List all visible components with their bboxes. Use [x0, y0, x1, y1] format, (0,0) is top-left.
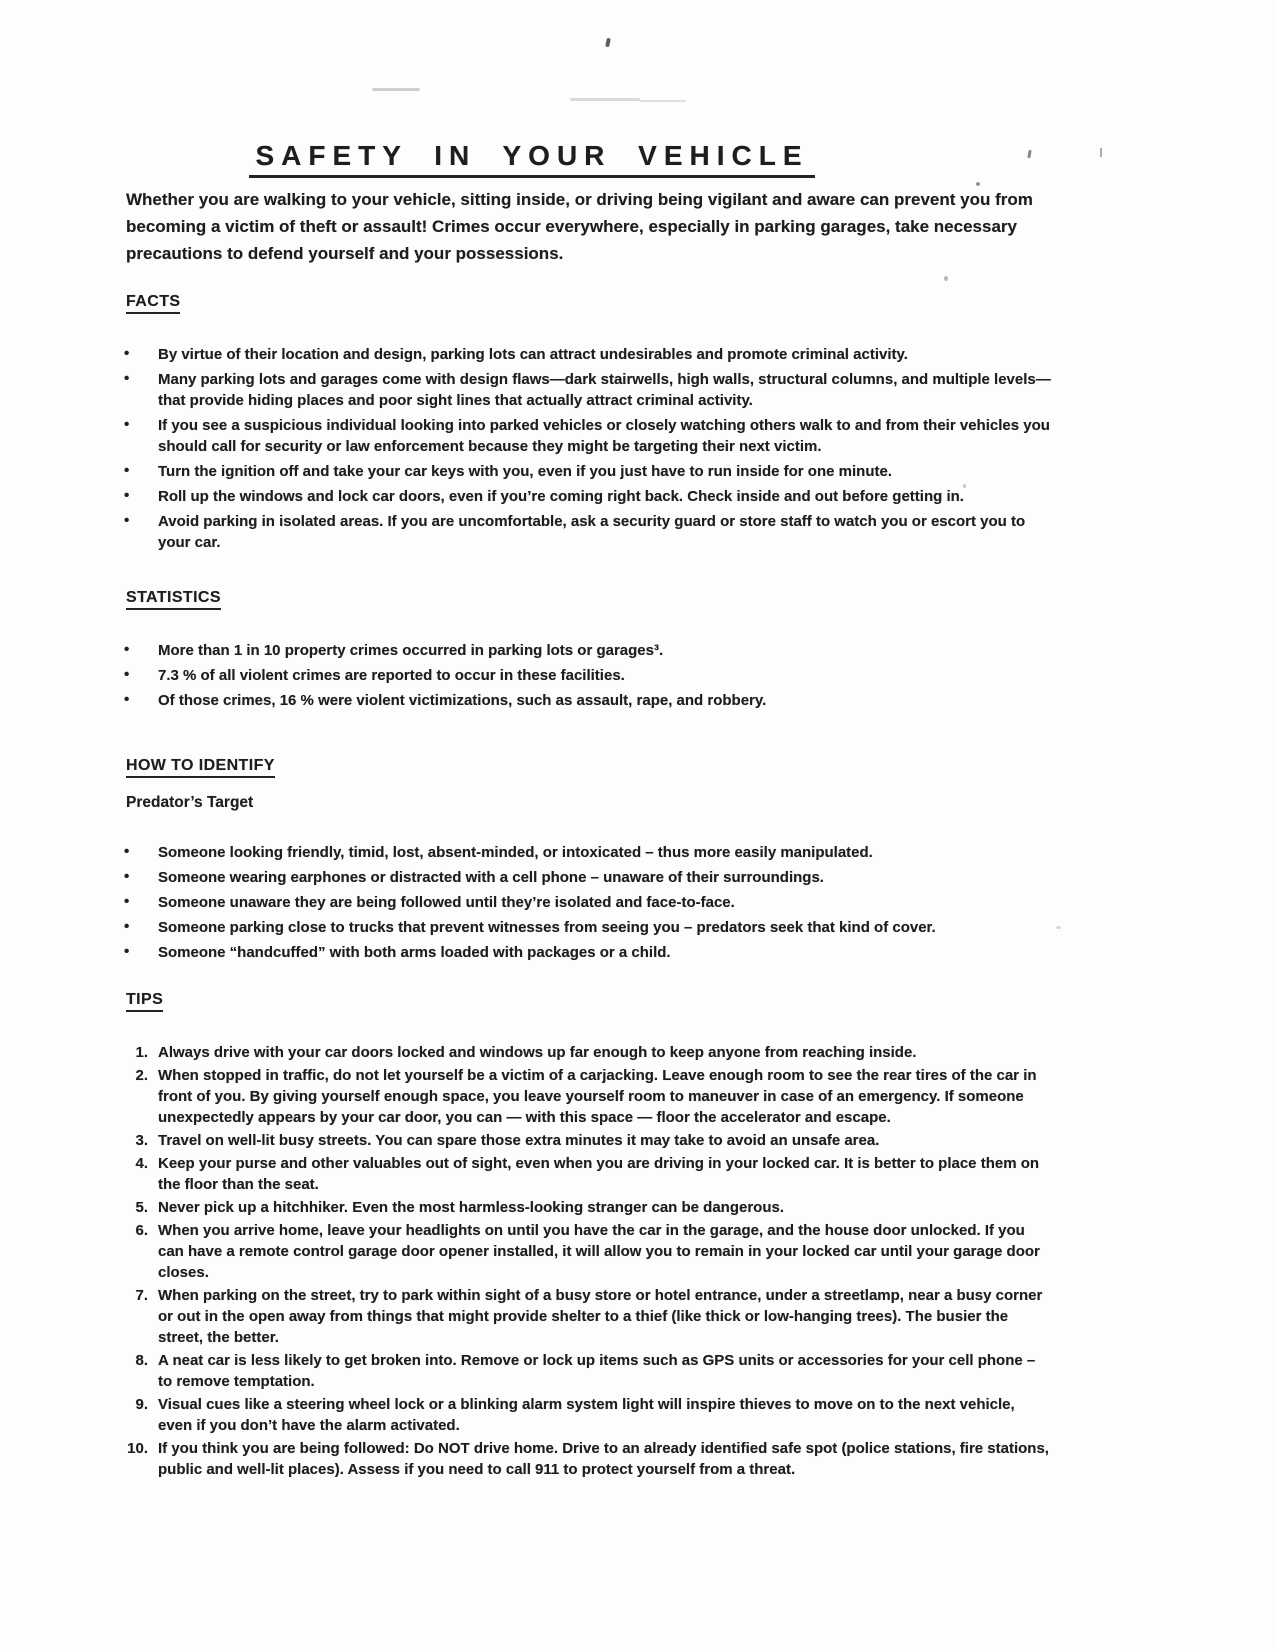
section-how-to-identify: [126, 757, 1052, 963]
list-item-text: By virtue of their location and design, parking lots can attract undesirables and promote criminal activity.: [158, 346, 908, 363]
list-item-text: When parking on the street, try to park within sight of a busy store or hotel entrance, under a streetlamp, near a busy corner or out in the open away from things that might provide shelter to a thief (like thick or low-hanging trees). The busier the street, the better.: [158, 1287, 1043, 1346]
list-item: [126, 867, 1052, 888]
list-item-text: 7.3 % of all violent crimes are reported to occur in these facilities.: [158, 667, 625, 684]
numbered-list-item: [126, 1438, 1052, 1480]
scan-artifact: [640, 100, 686, 102]
list-item-text: If you see a suspicious individual looking into parked vehicles or closely watching others walk to and from their vehicles you should call for security or law enforcement because they might be targeting their next victim.: [158, 417, 1050, 455]
list-item: [126, 461, 1052, 482]
section-heading-how-to-identify: HOW TO IDENTIFY: [126, 757, 275, 778]
list-item: [126, 892, 1052, 913]
numbered-list-item: [126, 1350, 1052, 1392]
numbered-list-item: [126, 1065, 1052, 1128]
page-title: SAFETY IN YOUR VEHICLE: [249, 140, 814, 178]
tips-list: [126, 1042, 1052, 1480]
scan-artifact: [605, 38, 611, 48]
list-item-text: Never pick up a hitchhiker. Even the most harmless-looking stranger can be dangerous.: [158, 1199, 785, 1216]
list-item: [126, 369, 1052, 411]
numbered-list-item: [126, 1197, 1052, 1218]
list-item-text: When stopped in traffic, do not let yourself be a victim of a carjacking. Leave enough room to see the rear tires of the car in front of you. By giving yourself enough space, you leave yourself room to maneuver in case of an emergency. If someone unexpectedly appears by your car door, you can — with this space — floor the accelerator and escape.: [158, 1067, 1037, 1126]
list-item: [126, 842, 1052, 863]
facts-list: [126, 344, 1052, 553]
list-item: [126, 917, 1052, 938]
list-item-text: If you think you are being followed: Do NOT drive home. Drive to an already identified safe spot (police stations, fire stations, public and well-lit places). Assess if you need to call 911 to protect yourself from a threat.: [158, 1440, 1049, 1478]
list-item-text: Someone unaware they are being followed until they’re isolated and face-to-face.: [158, 894, 735, 911]
list-item: [126, 486, 1052, 507]
section-heading-statistics: STATISTICS: [126, 589, 221, 610]
list-item-text: Travel on well-lit busy streets. You can spare those extra minutes it may take to avoid an unsafe area.: [158, 1132, 880, 1149]
numbered-list-item: [126, 1153, 1052, 1195]
list-item: [126, 415, 1052, 457]
list-item: [126, 942, 1052, 963]
section-heading-tips: TIPS: [126, 991, 163, 1012]
list-item-text: Of those crimes, 16 % were violent victimizations, such as assault, rape, and robbery.: [158, 692, 767, 709]
numbered-list-item: [126, 1220, 1052, 1283]
scan-artifact: [1056, 926, 1061, 929]
list-item-text: More than 1 in 10 property crimes occurred in parking lots or garages³.: [158, 642, 664, 659]
list-item: [126, 344, 1052, 365]
numbered-list-item: [126, 1130, 1052, 1151]
list-item: [126, 640, 1052, 661]
list-item-text: Always drive with your car doors locked and windows up far enough to keep anyone from reaching inside.: [158, 1044, 917, 1061]
section-heading-facts: FACTS: [126, 293, 180, 314]
scan-artifact: [570, 98, 640, 101]
list-item-text: Turn the ignition off and take your car keys with you, even if you just have to run inside for one minute.: [158, 463, 892, 480]
list-item-text: Many parking lots and garages come with design flaws—dark stairwells, high walls, structural columns, and multiple levels—that provide hiding places and poor sight lines that actually attract criminal activity.: [158, 371, 1051, 409]
document-content: [126, 140, 1052, 1482]
document-header: [126, 140, 938, 178]
statistics-list: [126, 640, 1052, 711]
list-item-text: Roll up the windows and lock car doors, even if you’re coming right back. Check inside and out before getting in.: [158, 488, 964, 505]
numbered-list-item: [126, 1394, 1052, 1436]
scan-artifact: [1100, 148, 1102, 157]
list-item-text: Keep your purse and other valuables out of sight, even when you are driving in your locked car. It is better to place them on the floor than the seat.: [158, 1155, 1040, 1193]
numbered-list-item: [126, 1285, 1052, 1348]
list-item: [126, 511, 1052, 553]
numbered-list-item: [126, 1042, 1052, 1063]
identify-list: [126, 842, 1052, 963]
list-item-text: Someone “handcuffed” with both arms loaded with packages or a child.: [158, 944, 671, 961]
list-item-text: Visual cues like a steering wheel lock or a blinking alarm system light will inspire thieves to move on to the next vehicle, even if you don’t have the alarm activated.: [158, 1396, 1015, 1434]
list-item-text: Someone looking friendly, timid, lost, absent-minded, or intoxicated – thus more easily manipulated.: [158, 844, 873, 861]
list-item: [126, 690, 1052, 711]
list-item-text: Someone wearing earphones or distracted with a cell phone – unaware of their surroundings.: [158, 869, 824, 886]
list-item: [126, 665, 1052, 686]
intro-paragraph: Whether you are walking to your vehicle, sitting inside, or driving being vigilant and aware can prevent you from becoming a victim of theft or assault! Crimes occur everywhere, especially in parking garages, take necessary precautions to defend yourself and your possessions.: [126, 190, 1033, 263]
section-facts: [126, 293, 1052, 553]
list-item-text: A neat car is less likely to get broken into. Remove or lock up items such as GPS units or accessories for your cell phone – to remove temptation.: [158, 1352, 1036, 1390]
list-item-text: When you arrive home, leave your headlights on until you have the car in the garage, and the house door unlocked. If you can have a remote control garage door opener installed, it will allow you to remain in your locked car until your garage door closes.: [158, 1222, 1040, 1281]
subheading-predators-target: Predator’s Target: [126, 794, 254, 811]
list-item-text: Someone parking close to trucks that prevent witnesses from seeing you – predators seek that kind of cover.: [158, 919, 936, 936]
section-tips: [126, 991, 1052, 1480]
section-statistics: [126, 589, 1052, 711]
scan-artifact: [372, 88, 420, 91]
list-item-text: Avoid parking in isolated areas. If you are uncomfortable, ask a security guard or store staff to watch you or escort you to your car.: [158, 513, 1026, 551]
